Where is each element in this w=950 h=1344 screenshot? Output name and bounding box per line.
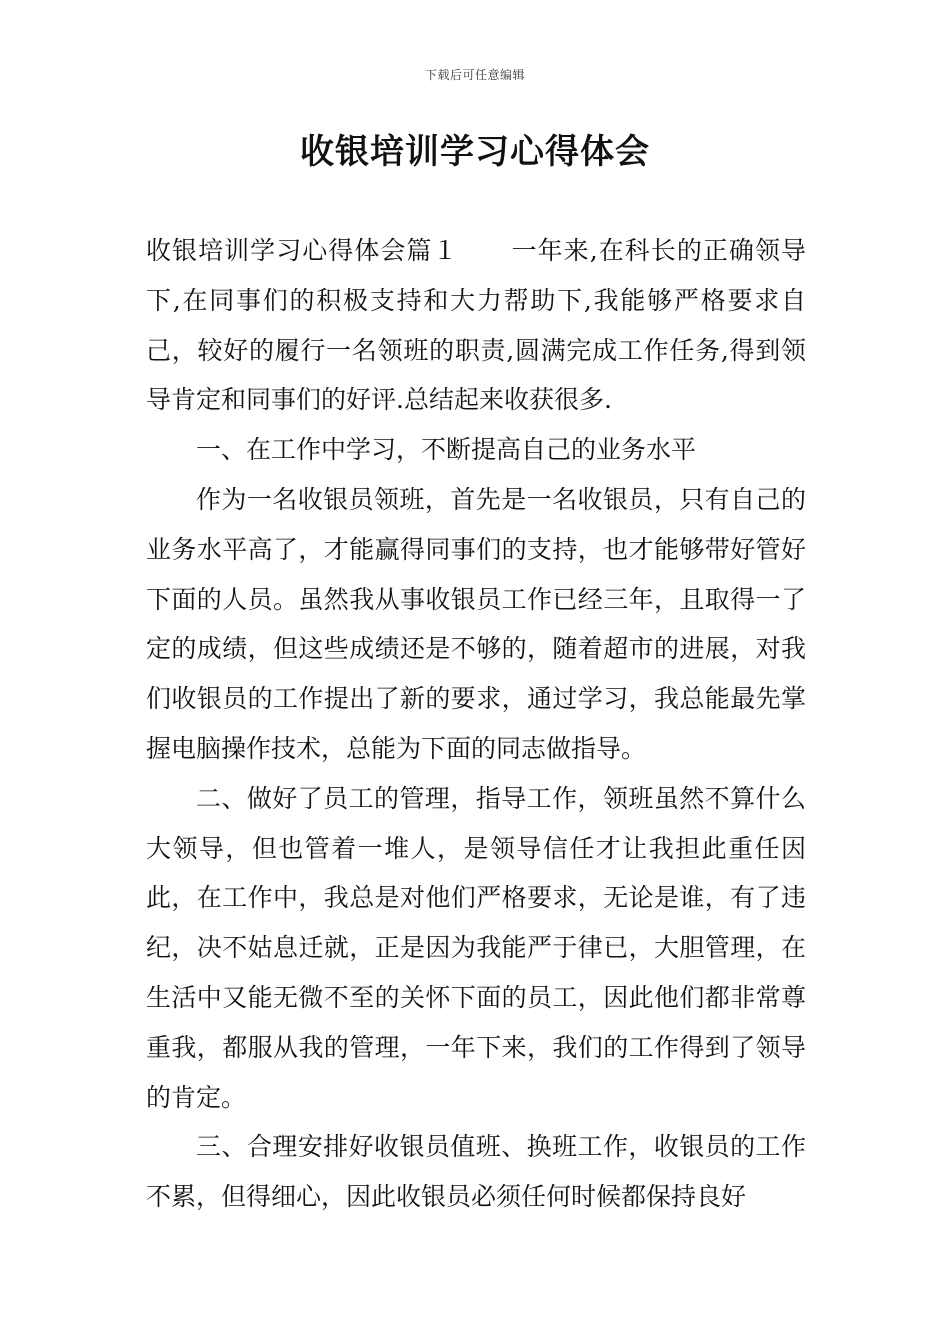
intro-paragraph — [146, 226, 806, 425]
section-heading-1: 一、在工作中学习，不断提高自己的业务水平 — [196, 435, 697, 465]
paragraph-2: 二、做好了员工的管理，指导工作，领班虽然不算什么大领导，但也管着一堆人，是领导信任才让我担此重任因此，在工作中，我总是对他们严格要求，无论是谁，有了违纪，决不姑息迁就，正是因为我能严于律已，大胆管理，在生活中又能无微不至的关怀下面的员工，因此他们都非常尊重我，都服从我的管理，一年下来，我们的工作得到了领导的肯定。 — [146, 783, 806, 1112]
paragraph-3: 三、合理安排好收银员值班、换班工作，收银员的工作不累，但得细心，因此收银员必须任何时候都保持良好 — [146, 1132, 806, 1212]
paragraph-1: 作为一名收银员领班，首先是一名收银员，只有自己的业务水平高了，才能赢得同事们的支持，也才能够带好管好下面的人员。虽然我从事收银员工作已经三年，且取得一了定的成绩，但这些成绩还是不够的，随着超市的进展，对我们收银员的工作提出了新的要求，通过学习，我总能最先掌握电脑操作技术，总能为下面的同志做指导。 — [146, 484, 806, 763]
header-note: 下载后可任意编辑 — [424, 68, 525, 82]
document-title: 收银培训学习心得体会 — [300, 132, 650, 172]
intro-text: 一年来,在科长的正确领导下,在同事们的积极支持和大力帮助下,我能够严格要求自己，较好的履行一名领班的职责,圆满完成工作任务,得到领导肯定和同事们的好评.总结起来收获很多. — [146, 236, 806, 415]
intro-heading: 收银培训学习心得体会篇１ — [146, 236, 459, 265]
document-body — [146, 226, 806, 1222]
